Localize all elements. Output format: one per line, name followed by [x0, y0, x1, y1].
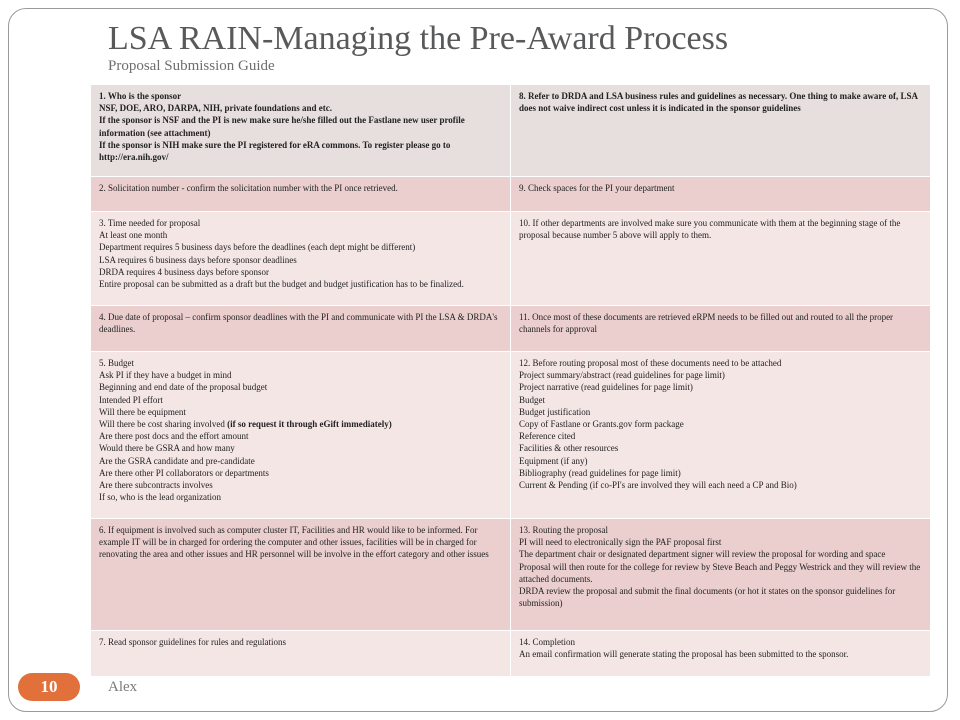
egift-note: (if so request it through eGift immediately) — [224, 419, 392, 430]
step-line: Are there post docs and the effort amount — [99, 431, 249, 442]
proposal-guide-table — [90, 84, 931, 677]
step-line: 1. Who is the sponsor — [99, 91, 182, 101]
step-line: 2. Solicitation number - confirm the solicitation number with the PI once retrieved. — [99, 183, 398, 193]
step-line: Facilities & other resources — [519, 443, 619, 454]
step-line: The department chair or designated department signer will review the proposal for wording and space — [519, 549, 886, 560]
step-line: If the sponsor is NIH make sure the PI registered for eRA commons. To register please go to http://era.nih.gov/ — [99, 139, 451, 163]
slide-subtitle: Proposal Submission Guide — [108, 58, 275, 74]
step-line: 9. Check spaces for the PI your department — [519, 183, 675, 193]
step-line: Reference cited — [519, 431, 576, 442]
step-line: Proposal will then route for the college for review by Steve Beach and Peggy Westrick and they will review the attached documents. — [519, 561, 921, 584]
step-line: If so, who is the lead organization — [99, 492, 222, 503]
table-row — [91, 631, 931, 677]
step-line: LSA requires 6 business days before sponsor deadlines — [99, 254, 297, 265]
step-cell-right — [511, 352, 931, 519]
step-line: Current & Pending (if co-PI's are involved they will each need a CP and Bio) — [519, 480, 797, 491]
table-row — [91, 212, 931, 306]
step-line: 14. Completion — [519, 637, 575, 647]
step-line: 10. If other departments are involved make sure you communicate with them at the beginning stage of the proposal because number 5 above will apply to them. — [519, 218, 901, 241]
step-line: PI will need to electronically sign the PAF proposal first — [519, 537, 722, 548]
step-cell-left — [91, 519, 511, 631]
step-line: Budget justification — [519, 406, 591, 417]
step-line: Bibliography (read guidelines for page limit) — [519, 467, 681, 478]
step-cell-right — [511, 519, 931, 631]
step-line: Would there be GSRA and how many — [99, 443, 235, 454]
step-line: Project narrative (read guidelines for page limit) — [519, 382, 693, 393]
step-line: 3. Time needed for proposal — [99, 218, 201, 228]
table-row — [91, 85, 931, 177]
step-line: Are there other PI collaborators or departments — [99, 467, 269, 478]
step-line: 8. Refer to DRDA and LSA business rules and guidelines as necessary. One thing to make aware of, LSA does not waive indirect cost unless it is indicated in the sponsor guidelines — [519, 91, 918, 114]
step-line: An email confirmation will generate stating the proposal has been submitted to the sponsor. — [519, 649, 849, 660]
author-label: Alex — [108, 679, 138, 695]
table-row — [91, 177, 931, 212]
table-row — [91, 306, 931, 352]
step-line: 5. Budget — [99, 358, 134, 368]
step-line: Intended PI effort — [99, 394, 163, 405]
step-line: Equipment (if any) — [519, 455, 588, 466]
step-cell-left — [91, 306, 511, 352]
step-line: 6. If equipment is involved such as computer cluster IT, Facilities and HR would like to be informed. For example IT will be in charged for ordering the computer and other issues, facilities will be in charged for renovating the area and other issues and HR personnel will be involve in the effort category and other issues — [99, 525, 489, 560]
step-line: 7. Read sponsor guidelines for rules and regulations — [99, 637, 286, 647]
step-line: NSF, DOE, ARO, DARPA, NIH, private foundations and etc. — [99, 103, 333, 114]
step-line: DRDA review the proposal and submit the final documents (or hot it states on the sponsor guidelines for submission) — [519, 586, 896, 609]
step-cell-left — [91, 85, 511, 177]
step-line — [99, 418, 502, 430]
table-row — [91, 352, 931, 519]
step-line: Are there subcontracts involves — [99, 480, 213, 491]
slide-number-badge: 10 — [18, 673, 80, 701]
step-line: Ask PI if they have a budget in mind — [99, 370, 232, 381]
step-line: Project summary/abstract (read guidelines for page limit) — [519, 370, 725, 381]
step-line: Copy of Fastlane or Grants.gov form package — [519, 419, 684, 430]
step-cell-right — [511, 85, 931, 177]
step-cell-left — [91, 631, 511, 677]
slide-title: LSA RAIN-Managing the Pre-Award Process — [108, 20, 729, 57]
step-line: Budget — [519, 394, 545, 405]
step-cell-left — [91, 177, 511, 212]
table-row — [91, 519, 931, 631]
step-line: If the sponsor is NSF and the PI is new make sure he/she filled out the Fastlane new user profile information (see attachment) — [99, 115, 465, 138]
cost-sharing-text: Will there be cost sharing involved — [99, 419, 225, 430]
step-line: 13. Routing the proposal — [519, 525, 608, 535]
step-line: 11. Once most of these documents are retrieved eRPM needs to be filled out and routed to all the proper channels for approval — [519, 312, 894, 335]
step-line: Entire proposal can be submitted as a draft but the budget and budget justification has to be finalized. — [99, 279, 464, 290]
step-cell-left — [91, 212, 511, 306]
step-line: Department requires 5 business days before the deadlines (each dept might be different) — [99, 242, 416, 253]
step-line: 12. Before routing proposal most of these documents need to be attached — [519, 358, 782, 368]
step-cell-right — [511, 177, 931, 212]
step-line: At least one month — [99, 230, 168, 241]
step-cell-right — [511, 306, 931, 352]
step-line: Beginning and end date of the proposal budget — [99, 382, 268, 393]
step-cell-right — [511, 212, 931, 306]
step-cell-left — [91, 352, 511, 519]
step-line: 4. Due date of proposal – confirm sponsor deadlines with the PI and communicate with PI the LSA & DRDA's deadlines. — [99, 312, 498, 335]
step-line: Will there be equipment — [99, 406, 186, 417]
step-cell-right — [511, 631, 931, 677]
step-line: Are the GSRA candidate and pre-candidate — [99, 455, 255, 466]
step-line: DRDA requires 4 business days before sponsor — [99, 266, 269, 277]
